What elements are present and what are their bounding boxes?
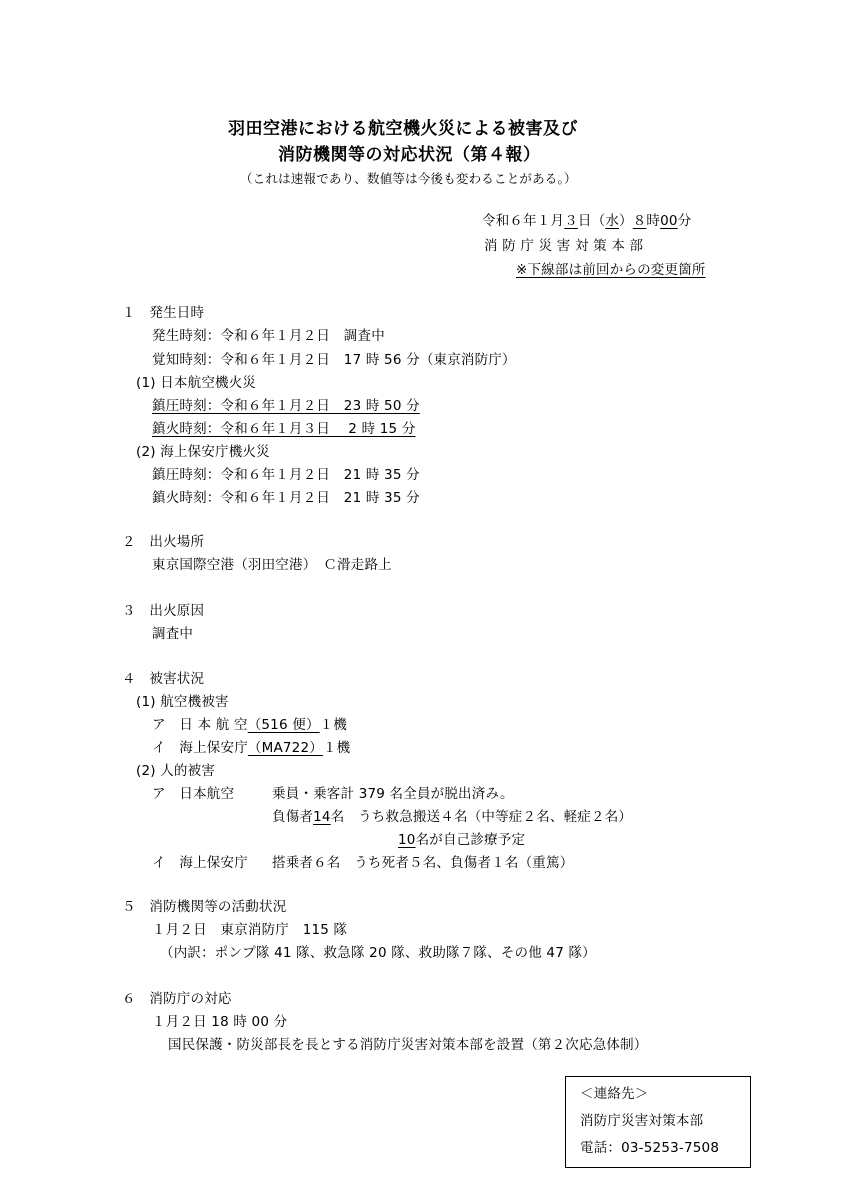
injured-prefix: 負傷者 bbox=[272, 809, 314, 825]
date-minute-unit: 分 bbox=[677, 213, 692, 229]
detection-time: 覚知時刻：令和６年１月２日 17 時 56 分（東京消防庁） bbox=[152, 352, 516, 368]
title-line-2: 消防機関等の対応状況（第４報） bbox=[278, 145, 541, 165]
aircraft-jcg bbox=[152, 739, 350, 757]
section-4-heading: ４ 被害状況 bbox=[122, 671, 205, 687]
contact-title: ＜連絡先＞ bbox=[580, 1086, 649, 1102]
title-line-1: 羽田空港における航空機火災による被害及び bbox=[228, 119, 578, 139]
disclaimer-note: （これは速報であり、数値等は今後も変わることがある。） bbox=[240, 171, 577, 186]
section-5-heading: ５ 消防機関等の活動状況 bbox=[122, 899, 287, 915]
occurrence-time: 発生時刻：令和６年１月２日 調査中 bbox=[152, 328, 385, 344]
section-2-heading: ２ 出火場所 bbox=[122, 534, 205, 550]
response-action: 国民保護・防災部長を長とする消防庁災害対策本部を設置（第２次応急体制） bbox=[168, 1037, 648, 1053]
date-minute: 00 bbox=[660, 213, 678, 229]
jcg-extinguish-time: 鎮火時刻：令和６年１月２日 21 時 35 分 bbox=[152, 490, 420, 506]
date-close: ） bbox=[619, 213, 633, 229]
change-note: ※下線部は前回からの変更箇所 bbox=[516, 262, 706, 278]
jcg-fire-title: (2) 海上保安庁機火災 bbox=[136, 444, 270, 460]
aircraft-jcg-count: １機 bbox=[322, 740, 351, 756]
aircraft-jal-flight: （516 便） bbox=[247, 717, 320, 733]
aircraft-damage-title: (1) 航空機被害 bbox=[136, 694, 229, 710]
date-hour-unit: 時 bbox=[646, 213, 661, 229]
injured-count: 14 bbox=[313, 809, 331, 825]
jal-suppress-time: 鎮圧時刻：令和６年１月２日 23 時 50 分 bbox=[152, 398, 420, 414]
date-weekday: 水 bbox=[605, 213, 620, 229]
section-3-heading: ３ 出火原因 bbox=[122, 603, 205, 619]
human-jal-label: ア 日本航空 bbox=[152, 786, 235, 802]
fire-place: 東京国際空港（羽田空港） Ｃ滑走路上 bbox=[152, 557, 392, 573]
jal-fire-title: (1) 日本航空機火災 bbox=[136, 375, 257, 391]
human-jal-self-care bbox=[398, 831, 525, 849]
issuer: 消 防 庁 災 害 対 策 本 部 bbox=[484, 238, 644, 254]
human-damage-title: (2) 人的被害 bbox=[136, 763, 216, 779]
human-jal-injured bbox=[272, 808, 632, 826]
section-6-heading: ６ 消防庁の対応 bbox=[122, 991, 232, 1007]
human-jal-evacuated: 乗員・乗客計 379 名全員が脱出済み。 bbox=[272, 786, 514, 802]
self-care-detail: 名が自己診療予定 bbox=[415, 832, 526, 848]
jal-extinguish-time: 鎮火時刻：令和６年１月３日 2 時 15 分 bbox=[152, 421, 416, 437]
aircraft-jal bbox=[152, 716, 347, 734]
aircraft-jcg-flight: （MA722） bbox=[247, 740, 323, 756]
activity-breakdown: （内訳：ポンプ隊 41 隊、救急隊 20 隊、救助隊７隊、その他 47 隊） bbox=[160, 945, 596, 961]
jcg-suppress-time: 鎮圧時刻：令和６年１月２日 21 時 35 分 bbox=[152, 467, 420, 483]
aircraft-jal-label: ア 日 本 航 空 bbox=[152, 717, 248, 733]
date-day: ３ bbox=[564, 213, 578, 229]
section-1-heading: １ 発生日時 bbox=[122, 305, 205, 321]
human-jcg-label: イ 海上保安庁 bbox=[152, 855, 248, 871]
self-care-count: 10 bbox=[398, 832, 416, 848]
contact-org: 消防庁災害対策本部 bbox=[580, 1113, 704, 1129]
report-date bbox=[482, 212, 691, 230]
date-mid: 日（ bbox=[577, 213, 606, 229]
date-hour: ８ bbox=[632, 213, 647, 229]
injured-detail: 名 うち救急搬送４名（中等症２名、軽症２名） bbox=[330, 809, 633, 825]
activity-line-1: １月２日 東京消防庁 115 隊 bbox=[152, 922, 348, 938]
response-date: １月２日 18 時 00 分 bbox=[152, 1014, 288, 1030]
human-jcg-detail: 搭乗者６名 うち死者５名、負傷者１名（重篤） bbox=[272, 855, 574, 871]
fire-cause: 調査中 bbox=[152, 626, 194, 642]
contact-tel: 電話：03-5253-7508 bbox=[580, 1140, 720, 1156]
aircraft-jcg-label: イ 海上保安庁 bbox=[152, 740, 248, 756]
aircraft-jal-count: １機 bbox=[319, 717, 348, 733]
date-prefix: 令和６年１月 bbox=[482, 213, 565, 229]
